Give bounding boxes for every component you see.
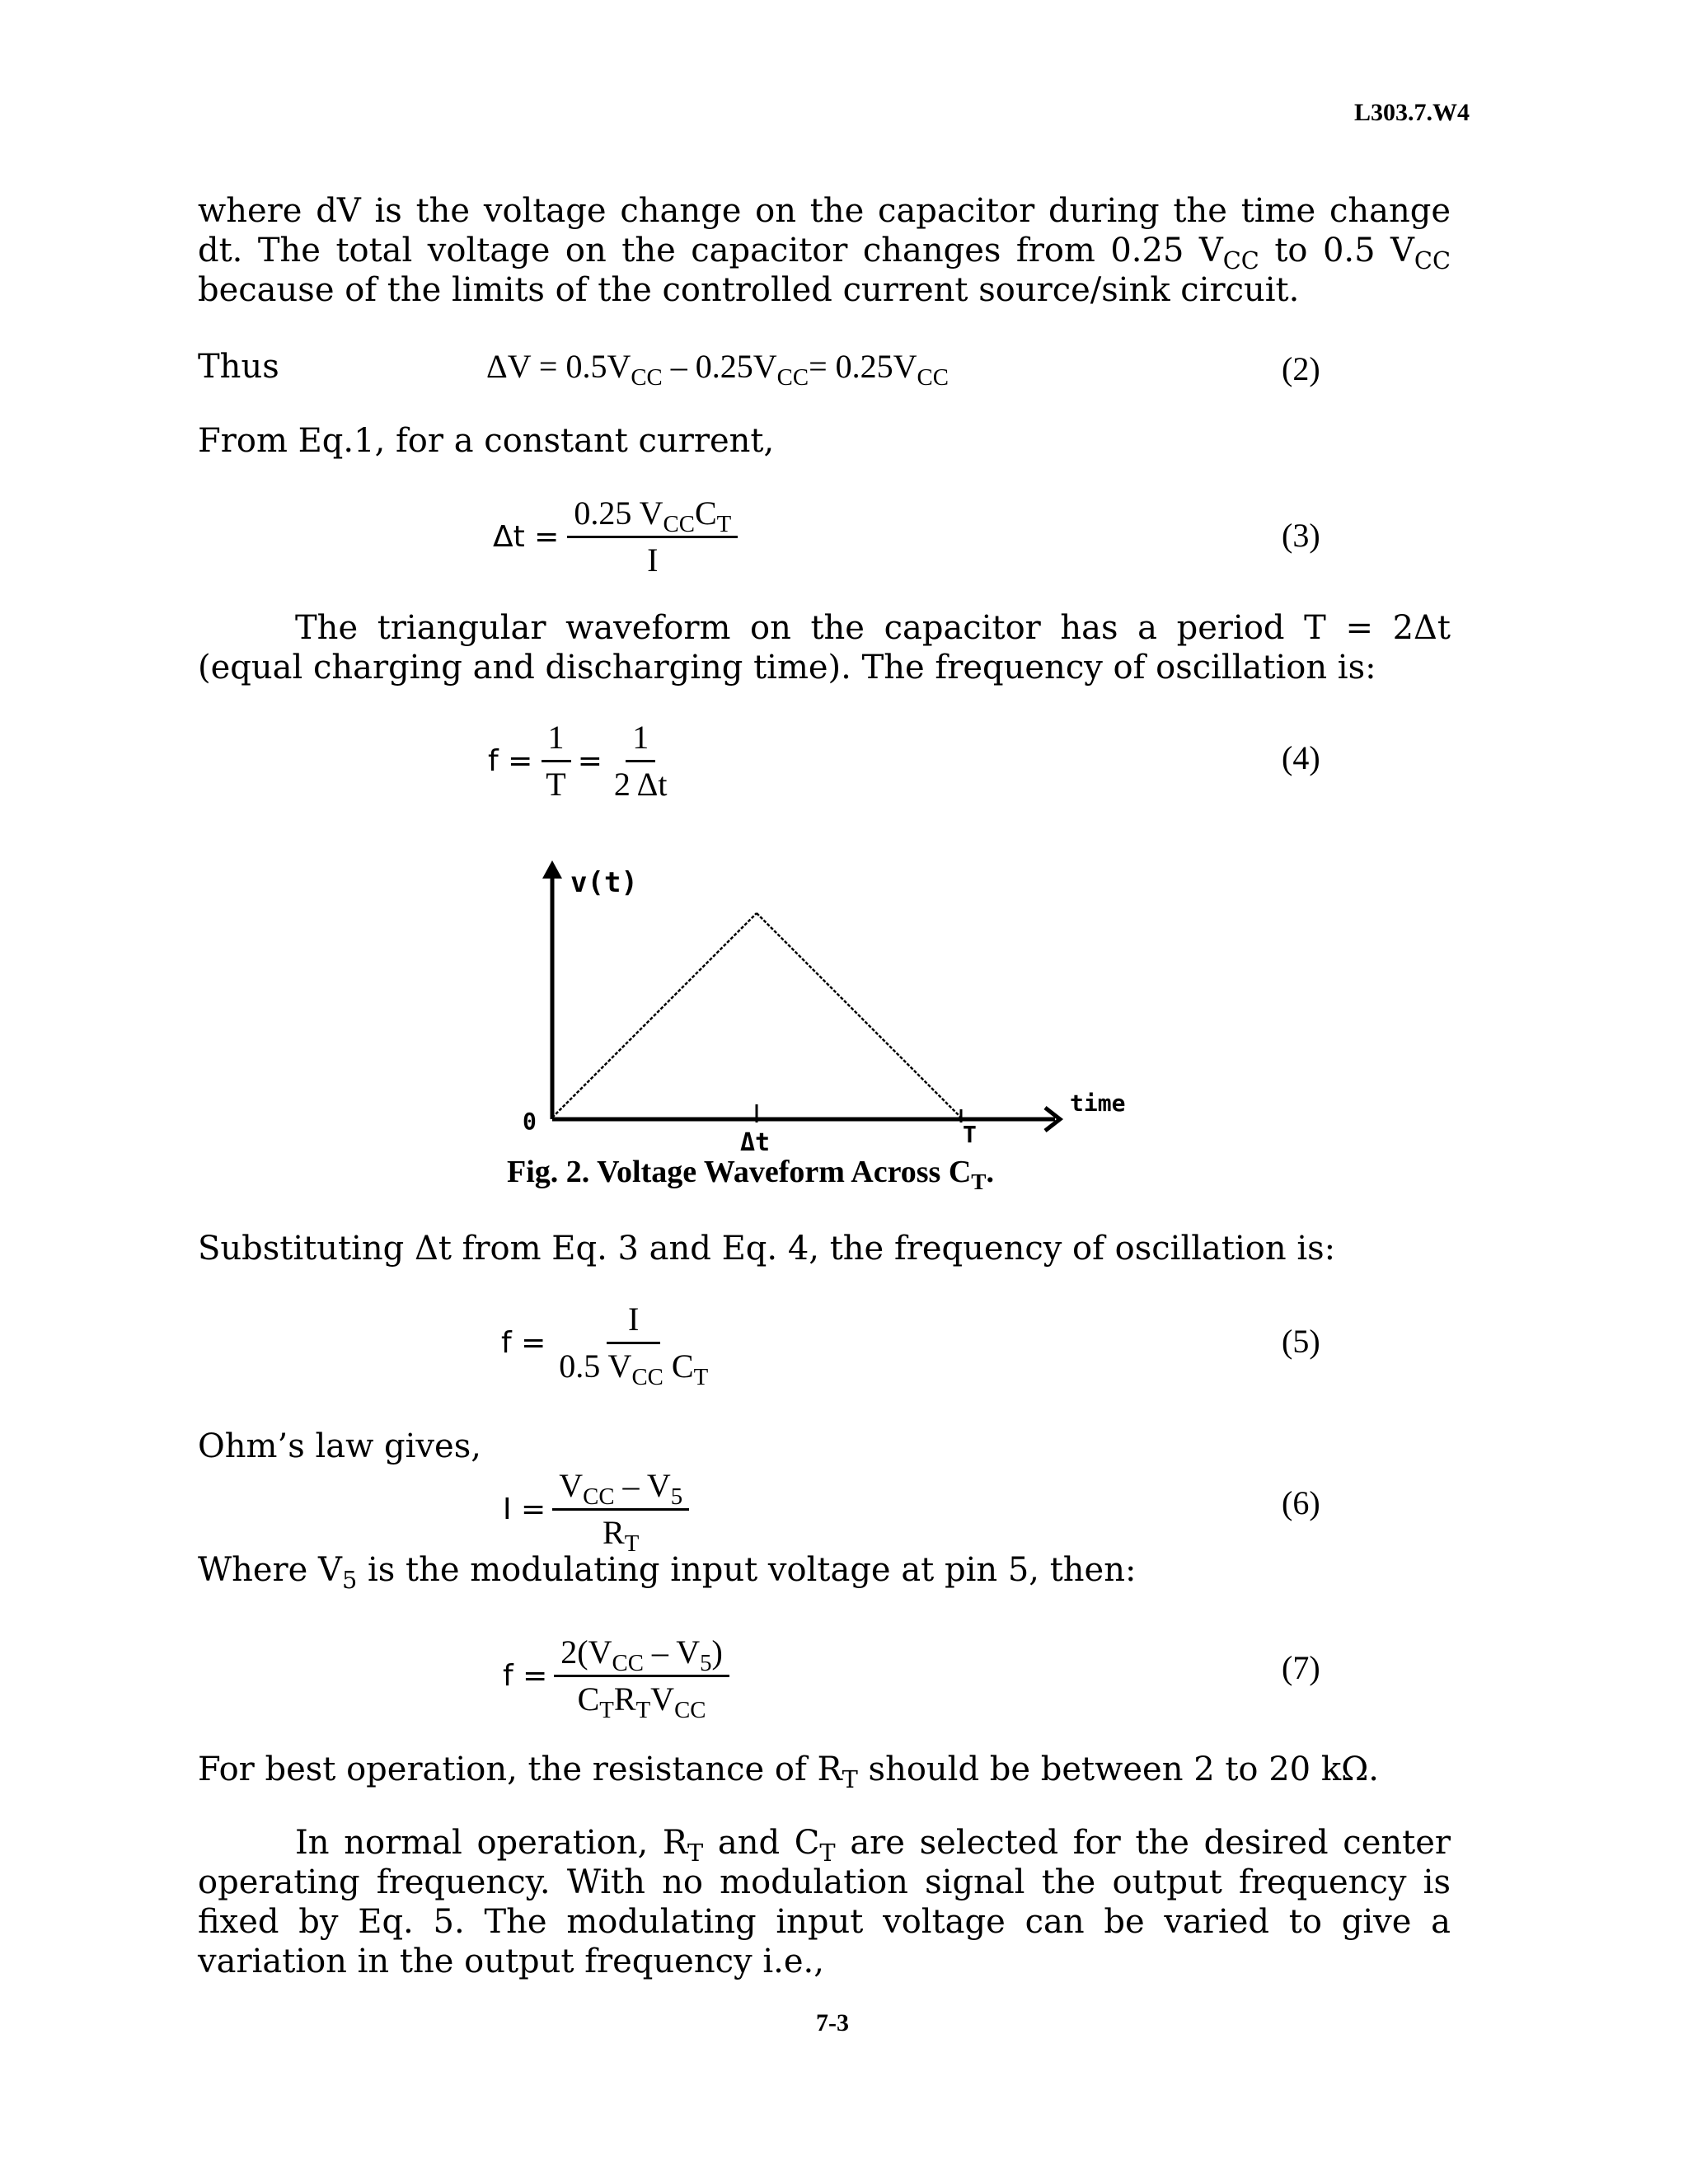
equation-4-number: (4)	[1282, 739, 1320, 776]
ohms-law-text: Ohm’s law gives,	[198, 1427, 481, 1465]
triangular-paragraph: The triangular waveform on the capacitor has a period T = 2Δt (equal charging and discharging time). The frequency of oscillation is:	[198, 609, 1451, 687]
equation-3-number: (3)	[1282, 517, 1320, 554]
rising-edge	[552, 913, 757, 1118]
x-axis-label: time	[1070, 1090, 1126, 1117]
equation-7: f = $\frac{2(V_{CC} - V_5)}{C_TR_TV_{CC}}$	[503, 1633, 729, 1718]
y-axis-arrowhead	[542, 860, 562, 879]
best-operation-text: For best operation, the resistance of $R_T$ should be between 2 to 20 kΩ.	[198, 1750, 1379, 1794]
falling-edge	[757, 913, 961, 1118]
equation-5: f = $\frac{I}{0.5 V_{CC} C_T}$	[501, 1301, 709, 1391]
where-v5-text: Where $V_5$ is the modulating input voltage at pin 5, then:	[198, 1551, 1137, 1595]
from-eq1-text: From Eq.1, for a constant current,	[198, 422, 775, 460]
intro-paragraph: where dV is the voltage change on the capacitor during the time change dt. The total voltage on the capacitor changes from 0.25 $V_{CC}$ to 0.5 $V_{CC}$ because of the limits of the controlled current source/sink circuit.	[198, 192, 1451, 309]
tick-dt-label: Δt	[740, 1128, 771, 1157]
thus-label: Thus	[198, 348, 279, 386]
equation-2: $\Delta V = 0.5V_{CC} - 0.25V_{CC}= 0.25V_{CC}$	[486, 348, 949, 391]
equation-4: f = $\frac{1}{T}$ = $\frac{1}{2 \Delta t}$	[488, 719, 668, 803]
equation-5-number: (5)	[1282, 1323, 1320, 1360]
equation-3: Δt = $\frac{0.25 V_{CC}C_T}{I}$	[493, 494, 738, 579]
tick-T-label: T	[963, 1121, 977, 1148]
y-axis-label: v(t)	[570, 866, 638, 899]
page-number: 7-3	[816, 2009, 849, 2036]
equation-2-number: (2)	[1282, 350, 1320, 387]
normal-operation-paragraph: In normal operation, $R_T$ and $C_T$ are selected for the desired center operating frequency. With no modulation signal the output frequency is fixed by Eq. 5. The modulating input voltage can be varied to give a variation in the output frequency i.e.,	[198, 1824, 1451, 1980]
substituting-text: Substituting Δt from Eq. 3 and Eq. 4, the frequency of oscillation is:	[198, 1230, 1336, 1268]
equation-7-number: (7)	[1282, 1649, 1320, 1686]
equation-6: I = $\frac{V_{CC} - V_5}{R_T}$	[503, 1467, 689, 1552]
page-code: L303.7.W4	[1353, 99, 1470, 126]
equation-6-number: (6)	[1282, 1484, 1320, 1521]
origin-label: 0	[523, 1108, 537, 1135]
figure-caption: Fig. 2. Voltage Waveform Across $C_T$.	[507, 1155, 995, 1194]
voltage-waveform-figure	[495, 857, 1170, 1170]
